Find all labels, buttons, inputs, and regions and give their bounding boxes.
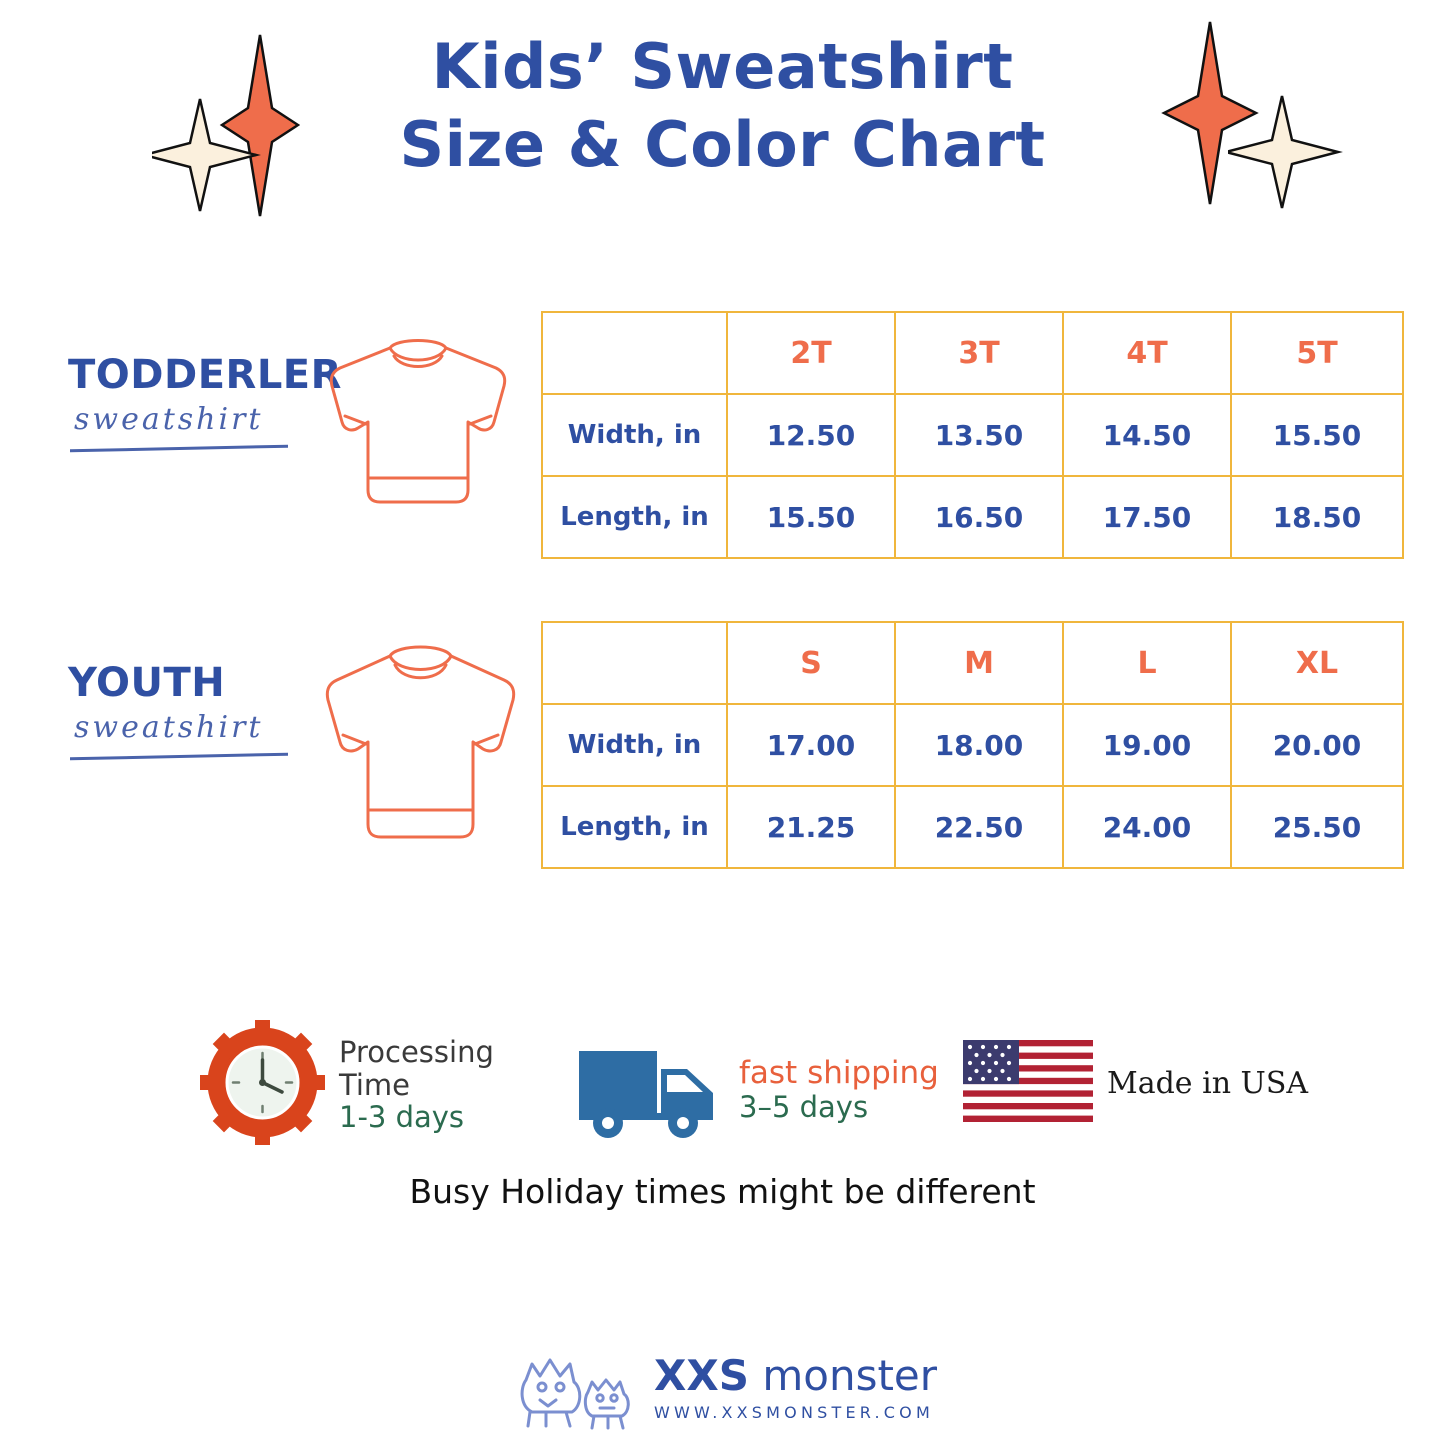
measurement-cell: 17.50 — [1063, 476, 1231, 558]
table-row — [542, 476, 1403, 558]
footer-branding — [0, 1340, 1445, 1437]
title-line-1: Kids’ Sweatshirt — [431, 30, 1014, 103]
measurement-cell: 13.50 — [895, 394, 1063, 476]
category-title-toddler: TODDERLER — [68, 352, 342, 398]
measurement-cell: 20.00 — [1231, 704, 1403, 786]
row-label: Length, in — [542, 476, 727, 558]
usa-flag-icon — [963, 1040, 1093, 1127]
row-label: Length, in — [542, 786, 727, 868]
brand-name-light: monster — [762, 1351, 938, 1400]
size-header-cell: L — [1063, 622, 1231, 704]
brand-url: WWW.XXSMONSTER.COM — [653, 1403, 934, 1422]
clock-gear-icon — [200, 1020, 325, 1150]
size-header-cell: 2T — [727, 312, 895, 394]
badge-fast-shipping — [575, 1035, 939, 1145]
badge-processing-time — [200, 1020, 494, 1150]
title-line-2: Size & Color Chart — [399, 107, 1046, 181]
badge-line-3: 1-3 days — [339, 1100, 465, 1135]
measurement-cell: 18.00 — [895, 704, 1063, 786]
measurement-cell: 19.00 — [1063, 704, 1231, 786]
measurement-cell: 16.50 — [895, 476, 1063, 558]
size-header-cell: M — [895, 622, 1063, 704]
size-table-youth — [541, 621, 1404, 869]
sweatshirt-icon-toddler — [318, 330, 518, 520]
category-subtitle-toddler: sweatshirt — [74, 402, 264, 437]
measurement-cell: 14.50 — [1063, 394, 1231, 476]
holiday-note: Busy Holiday times might be different — [409, 1172, 1036, 1211]
badge-made-in-usa — [963, 1040, 1308, 1127]
measurement-cell: 18.50 — [1231, 476, 1403, 558]
category-underline-youth — [70, 753, 288, 761]
delivery-truck-icon — [575, 1035, 725, 1145]
badges-row — [0, 1010, 1445, 1150]
category-title-youth: YOUTH — [68, 660, 226, 706]
table-header-row — [542, 312, 1403, 394]
measurement-cell: 15.50 — [727, 476, 895, 558]
category-subtitle-youth: sweatshirt — [74, 710, 264, 745]
brand-name-bold: XXS — [653, 1351, 749, 1400]
measurement-cell: 21.25 — [727, 786, 895, 868]
measurement-cell: 24.00 — [1063, 786, 1231, 868]
category-label-toddler — [68, 352, 342, 450]
measurement-cell: 25.50 — [1231, 786, 1403, 868]
badge-line-2: Time — [339, 1067, 410, 1102]
badge-line-1: fast shipping — [739, 1055, 939, 1092]
size-header-cell: 3T — [895, 312, 1063, 394]
table-row — [542, 704, 1403, 786]
category-label-youth — [68, 660, 288, 758]
measurement-cell: 22.50 — [895, 786, 1063, 868]
badge-processing-text — [339, 1036, 494, 1133]
measurement-cell: 17.00 — [727, 704, 895, 786]
badge-shipping-text — [739, 1056, 939, 1123]
table-header-row — [542, 622, 1403, 704]
measurement-cell: 12.50 — [727, 394, 895, 476]
table-row — [542, 786, 1403, 868]
badge-line-2: 3–5 days — [739, 1090, 869, 1125]
size-header-cell: XL — [1231, 622, 1403, 704]
table-corner-cell — [542, 312, 727, 394]
category-underline-toddler — [70, 445, 288, 453]
measurement-cell: 15.50 — [1231, 394, 1403, 476]
badge-line-1: Processing — [339, 1035, 494, 1070]
size-header-cell: 5T — [1231, 312, 1403, 394]
size-table-toddler — [541, 311, 1404, 559]
sweatshirt-icon-youth — [312, 638, 527, 858]
row-label: Width, in — [542, 704, 727, 786]
row-label: Width, in — [542, 394, 727, 476]
table-corner-cell — [542, 622, 727, 704]
badge-made-in-usa-label: Made in USA — [1107, 1066, 1309, 1101]
xxs-monster-logo-icon — [508, 1340, 638, 1437]
table-row — [542, 394, 1403, 476]
page-title — [0, 28, 1445, 183]
size-header-cell: S — [727, 622, 895, 704]
size-header-cell: 4T — [1063, 312, 1231, 394]
